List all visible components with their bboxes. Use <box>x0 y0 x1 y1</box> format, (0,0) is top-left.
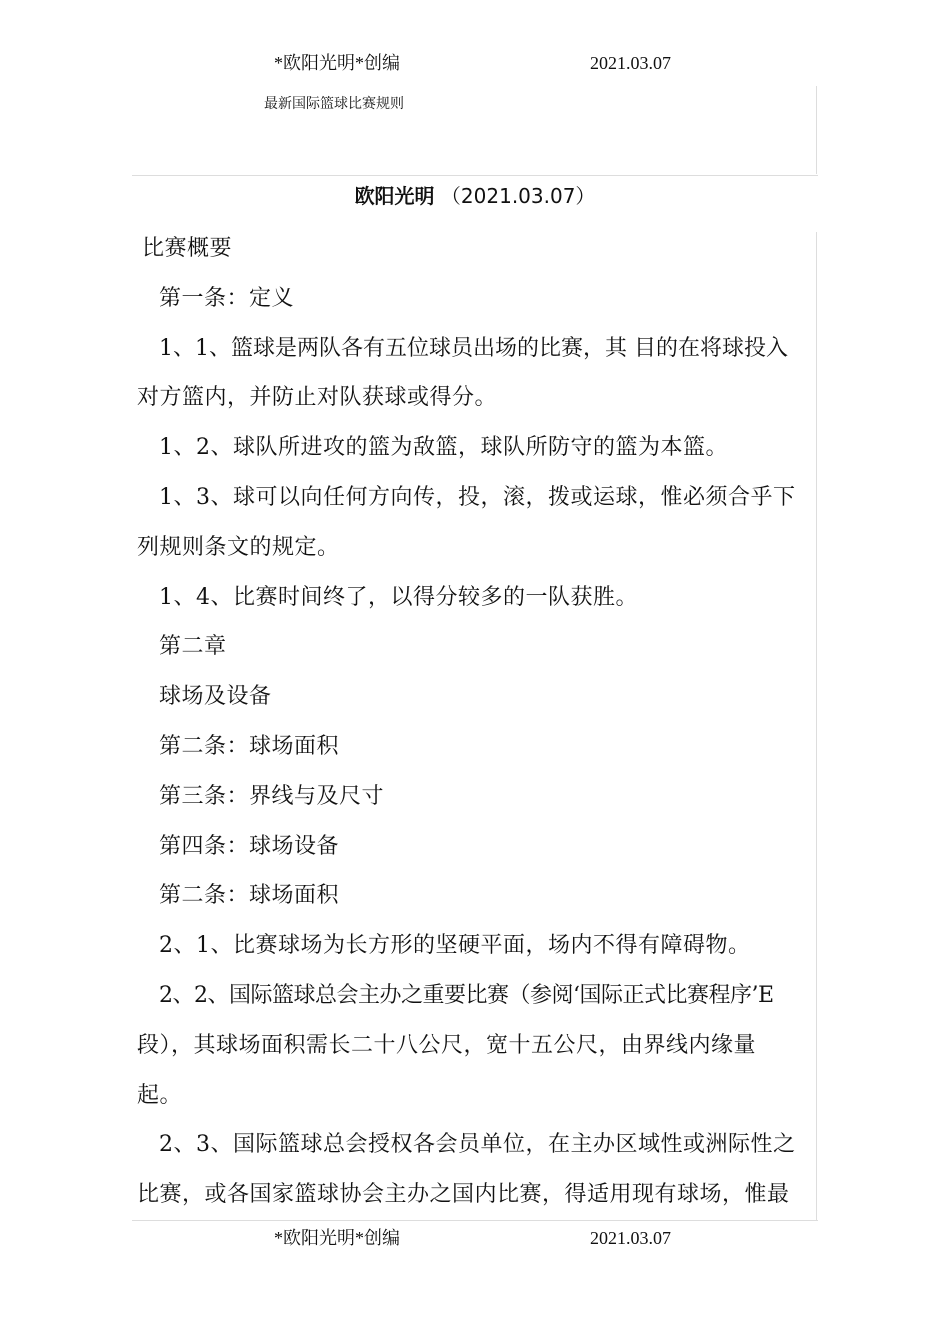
paragraph-line: 2、2、国际篮球总会主办之重要比赛（参阅‘国际正式比赛程序’E <box>159 982 774 1008</box>
divider-line <box>132 1220 818 1221</box>
paragraph-line: 列规则条文的规定。 <box>137 534 340 560</box>
paragraph-line: 对方篮内，并防止对队获球或得分。 <box>137 385 498 411</box>
article-heading: 第三条：界线与及尺寸 <box>159 783 385 809</box>
divider-line <box>132 175 818 176</box>
footer-date: 2021.03.07 <box>590 1228 671 1248</box>
footer-author: *欧阳光明*创编 <box>274 1228 400 1248</box>
article-heading: 第二条：球场面积 <box>159 733 340 759</box>
paragraph-line: 1、4、比赛时间终了，以得分较多的一队获胜。 <box>159 584 638 610</box>
paragraph-line: 段），其球场面积需长二十八公尺，宽十五公尺，由界线内缘量 <box>137 1032 757 1058</box>
document-title: 最新国际篮球比赛规则 <box>264 96 404 112</box>
article-heading: 第四条：球场设备 <box>159 833 340 859</box>
chapter-title: 球场及设备 <box>159 684 272 710</box>
chapter-heading: 第二章 <box>159 634 227 660</box>
paragraph-line: 1、3、球可以向任何方向传，投，滚，拨或运球，惟必须合乎下 <box>159 484 796 510</box>
paragraph-line: 比赛，或各国家篮球协会主办之国内比赛，得适用现有球场，惟最 <box>137 1182 790 1208</box>
paragraph-line: 1、1、篮球是两队各有五位球员出场的比赛，其 目的在将球投入 <box>159 335 788 361</box>
paragraph-line: 1、2、球队所进攻的篮为敌篮，球队所防守的篮为本篮。 <box>159 435 728 461</box>
author-name: 欧阳光明 <box>354 184 435 208</box>
article-heading: 第一条：定义 <box>159 285 295 311</box>
author-date: （2021.03.07） <box>440 184 596 208</box>
document-body <box>137 224 817 1220</box>
section-heading: 比赛概要 <box>142 236 233 261</box>
paragraph-line: 起。 <box>137 1082 183 1108</box>
paragraph-line: 2、3、国际篮球总会授权各会员单位，在主办区域性或洲际性之 <box>159 1132 796 1158</box>
header-date: 2021.03.07 <box>590 53 671 73</box>
author-line <box>0 182 950 210</box>
article-heading: 第二条：球场面积 <box>159 883 340 909</box>
margin-line <box>816 86 817 174</box>
paragraph-line: 2、1、比赛球场为长方形的坚硬平面，场内不得有障碍物。 <box>159 933 751 959</box>
header-author: *欧阳光明*创编 <box>274 53 400 73</box>
